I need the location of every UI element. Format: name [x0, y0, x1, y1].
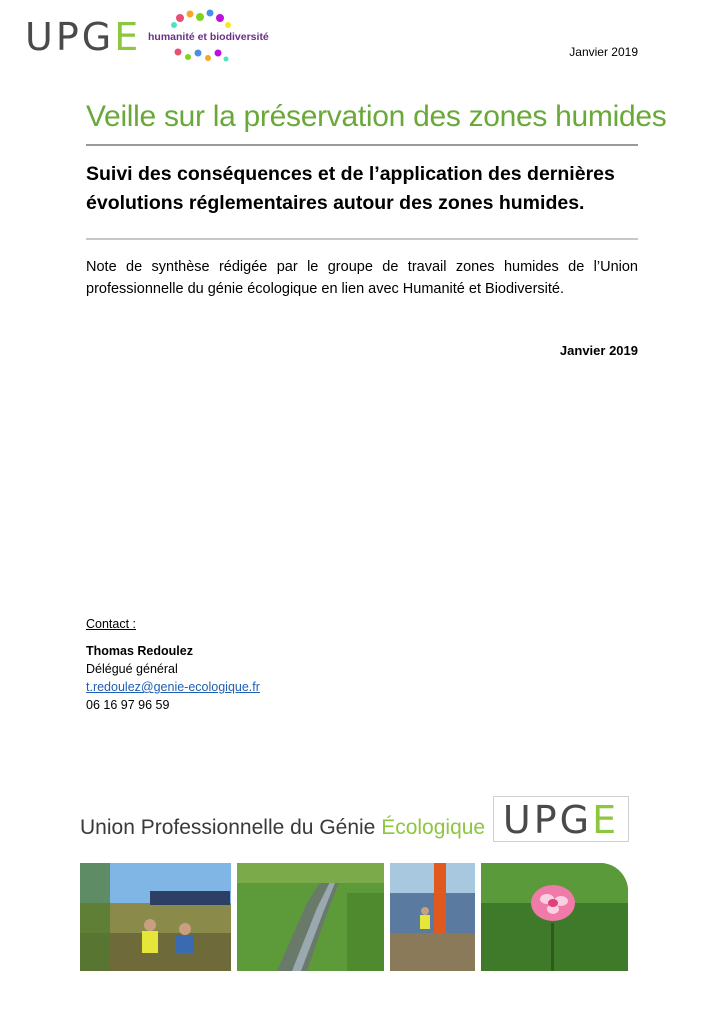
photo-excavator-bank: [390, 863, 475, 971]
footer-upge-logo: UPGE: [493, 796, 629, 842]
photo-pink-orchid: [481, 863, 628, 971]
header-date: Janvier 2019: [569, 45, 638, 59]
document-subtitle: Suivi des conséquences et de l’application des dernières évolutions réglementaires autour des zones humides.: [86, 163, 615, 214]
footer-banner-text: Union Professionnelle du Génie Écologique: [80, 816, 486, 839]
contact-name: Thomas Redoulez: [86, 644, 193, 658]
photo-stream-restoration: [237, 863, 384, 971]
contact-phone: 06 16 97 96 59: [86, 698, 170, 712]
partner-logo-text: humanité et biodiversité: [148, 31, 269, 43]
contact-role: Délégué général: [86, 662, 178, 676]
upge-logo: UPGE: [25, 15, 142, 59]
subtitle-divider: [86, 238, 638, 240]
photo-workers-solar-field: [80, 863, 231, 971]
synthesis-note: Note de synthèse rédigée par le groupe de travail zones humides de l’Union professionnelle du génie écologique en lien avec Humanité et Biodiversité.: [86, 259, 638, 297]
document-title: Veille sur la préservation des zones humides: [86, 100, 667, 133]
contact-label: Contact :: [86, 617, 137, 631]
contact-email-link[interactable]: t.redoulez@genie-ecologique.fr: [86, 680, 260, 694]
document-date: Janvier 2019: [559, 343, 638, 358]
humanite-biodiversite-logo: [140, 8, 269, 68]
title-divider: [86, 144, 638, 146]
